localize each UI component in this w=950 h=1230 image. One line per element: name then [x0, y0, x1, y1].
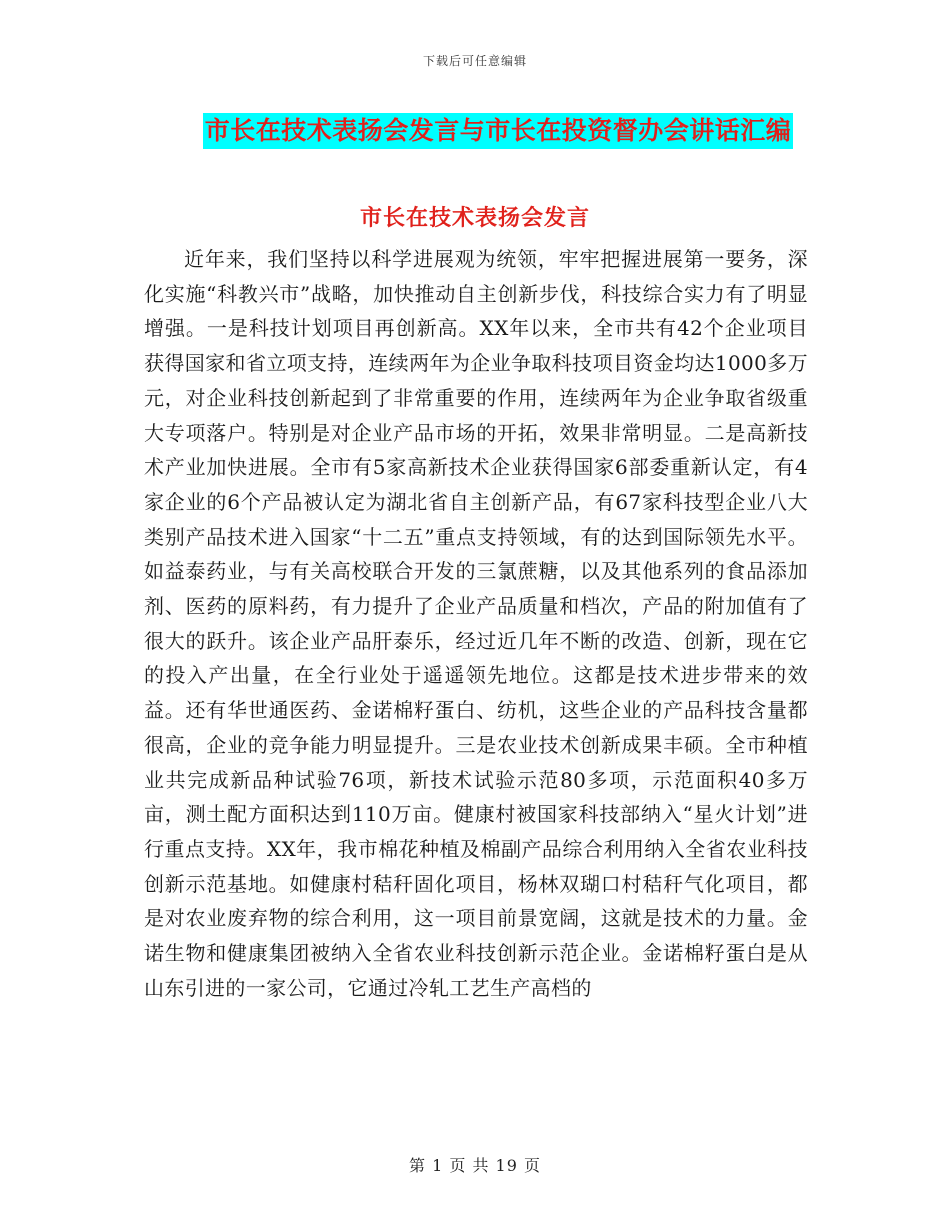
- page-number-footer: 第 1 页 共 19 页: [409, 1156, 541, 1175]
- document-title-container: [0, 113, 950, 149]
- body-paragraph: 近年来，我们坚持以科学进展观为统领，牢牢把握进展第一要务，深化实施“科教兴市”战略，加快推动自主创新步伐，科技综合实力有了明显增强。一是科技计划项目再创新高。XX年以来，全市共有42个企业项目获得国家和省立项支持，连续两年为企业争取科技项目资金均达1000多万元，对企业科技创新起到了非常重要的作用，连续两年为企业争取省级重大专项落户。特别是对企业产品市场的开拓，效果非常明显。二是高新技术产业加快进展。全市有5家高新技术企业获得国家6部委重新认定，有4家企业的6个产品被认定为湖北省自主创新产品，有67家科技型企业八大类别产品技术进入国家“十二五”重点支持领域，有的达到国际领先水平。如益泰药业，与有关高校联合开发的三氯蔗糖，以及其他系列的食品添加剂、医药的原料药，有力提升了企业产品质量和档次，产品的附加值有了很大的跃升。该企业产品肝泰乐，经过近几年不断的改造、创新，现在它的投入产出量，在全行业处于遥遥领先地位。这都是技术进步带来的效益。还有华世通医药、金诺棉籽蛋白、纺机，这些企业的产品科技含量都很高，企业的竞争能力明显提升。三是农业技术创新成果丰硕。全市种植业共完成新品种试验76项，新技术试验示范80多项，示范面积40多万亩，测土配方面积达到110万亩。健康村被国家科技部纳入“星火计划”进行重点支持。XX年，我市棉花种植及棉副产品综合利用纳入全省农业科技创新示范基地。如健康村秸秆固化项目，杨林双瑚口村秸秆气化项目，都是对农业废弃物的综合利用，这一项目前景宽阔，这就是技术的力量。金诺生物和健康集团被纳入全省农业科技创新示范企业。金诺棉籽蛋白是从山东引进的一家公司，它通过冷轧工艺生产高档的: [144, 247, 808, 1000]
- section-title: 市长在技术表扬会发言: [359, 205, 590, 231]
- page-header-note: 下载后可任意编辑: [422, 54, 527, 68]
- document-title: 市长在技术表扬会发言与市长在投资督办会讲话汇编: [203, 113, 794, 149]
